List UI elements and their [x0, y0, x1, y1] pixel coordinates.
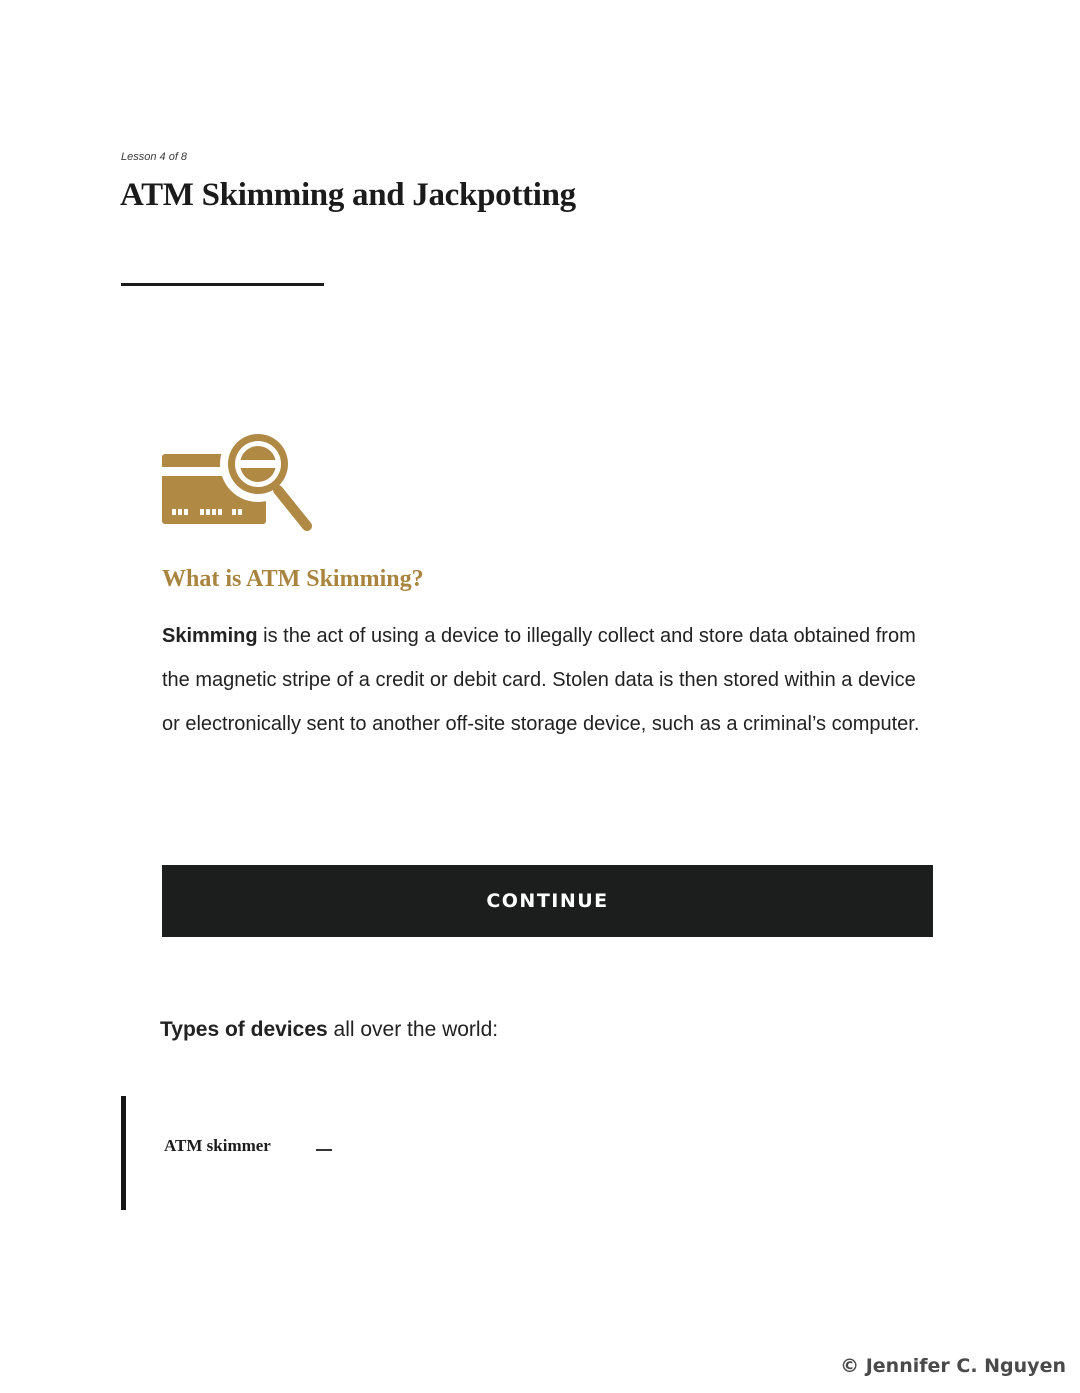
types-intro-bold: Types of devices	[160, 1018, 328, 1041]
minus-icon[interactable]	[316, 1149, 332, 1151]
accordion-item-atm-skimmer[interactable]	[121, 1096, 921, 1210]
continue-button[interactable]: CONTINUE	[162, 865, 933, 937]
credit-card-magnifier-icon	[160, 428, 316, 536]
types-intro	[160, 1018, 498, 1042]
accordion-accent-bar	[121, 1096, 126, 1210]
body-term: Skimming	[162, 625, 258, 647]
lesson-counter: Lesson 4 of 8	[121, 151, 188, 163]
lesson-title: ATM Skimming and Jackpotting	[120, 177, 576, 213]
copyright-notice: © Jennifer C. Nguyen	[840, 1355, 1066, 1377]
body-text: is the act of using a device to illegally collect and store data obtained from the magnetic stripe of a credit or debit card. Stolen data is then stored within a device or electronically sent to another off-site storage device, such as a criminal’s computer.	[162, 625, 920, 735]
title-divider	[121, 283, 324, 286]
accordion-label[interactable]: ATM skimmer	[164, 1136, 271, 1155]
section-heading: What is ATM Skimming?	[162, 566, 424, 592]
body-paragraph	[162, 614, 932, 746]
types-intro-rest: all over the world:	[327, 1018, 499, 1041]
